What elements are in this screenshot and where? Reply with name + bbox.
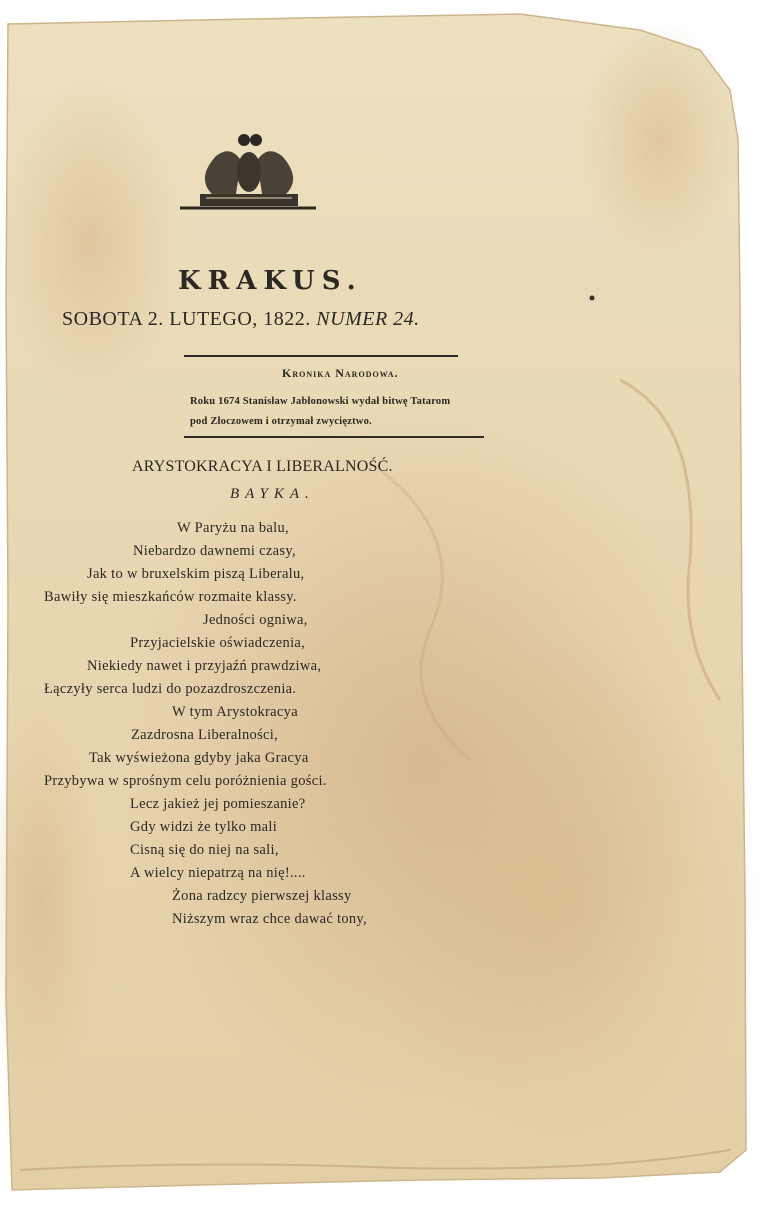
verse-line: Przybywa w sprośnym celu poróżnienia gości. xyxy=(44,773,327,789)
issue-number: NUMER 24. xyxy=(316,308,420,330)
verse-line: Bawiły się mieszkańców rozmaite klassy. xyxy=(44,589,297,605)
eagle-emblem-icon xyxy=(176,128,322,216)
top-rule xyxy=(184,355,458,357)
verse-line: W tym Arystokracya xyxy=(172,704,298,720)
verse-line: Niekiedy nawet i przyjaźń prawdziwa, xyxy=(87,658,322,674)
verse-line: Tak wyświeżona gdyby jaka Gracya xyxy=(89,750,309,766)
verse-line: Jedności ogniwa, xyxy=(203,612,308,628)
verse-line: A wielcy niepatrzą na nię!.... xyxy=(130,865,306,881)
verse-line: Lecz jakież jej pomieszanie? xyxy=(130,796,306,812)
article-subtitle: BAYKA. xyxy=(230,486,315,502)
newspaper-title: KRAKUS. xyxy=(178,266,363,296)
verse-line: Zazdrosna Liberalności, xyxy=(131,727,279,743)
verse-line: Cisną się do niej na sali, xyxy=(130,842,279,858)
verse-line: Żona radzcy pierwszej klassy xyxy=(172,888,352,904)
verse-line: Przyjacielskie oświadczenia, xyxy=(130,635,306,651)
verse-line: Jak to w bruxelskim piszą Liberalu, xyxy=(87,566,305,582)
verse-line: Niebardzo dawnemi czasy, xyxy=(133,543,296,559)
verse-line: Niższym wraz chce dawać tony, xyxy=(172,911,367,927)
chronicle-line-2: pod Złoczowem i otrzymał zwycięztwo. xyxy=(190,416,372,427)
chronicle-heading: Kronika Narodowa. xyxy=(282,366,399,380)
issue-date: SOBOTA 2. LUTEGO, 1822. xyxy=(62,308,311,330)
article-title: ARYSTOKRACYA I LIBERALNOŚĆ. xyxy=(132,458,393,475)
dateline xyxy=(62,308,482,331)
verse-line: Gdy widzi że tylko mali xyxy=(130,819,278,835)
verse-line: Łączyły serca ludzi do pozazdroszczenia. xyxy=(44,681,297,697)
chronicle-line-1: Roku 1674 Stanisław Jabłonowski wydał bitwę Tatarom xyxy=(190,396,451,407)
verse-line: W Paryżu na balu, xyxy=(177,520,289,536)
bottom-rule xyxy=(184,436,484,438)
